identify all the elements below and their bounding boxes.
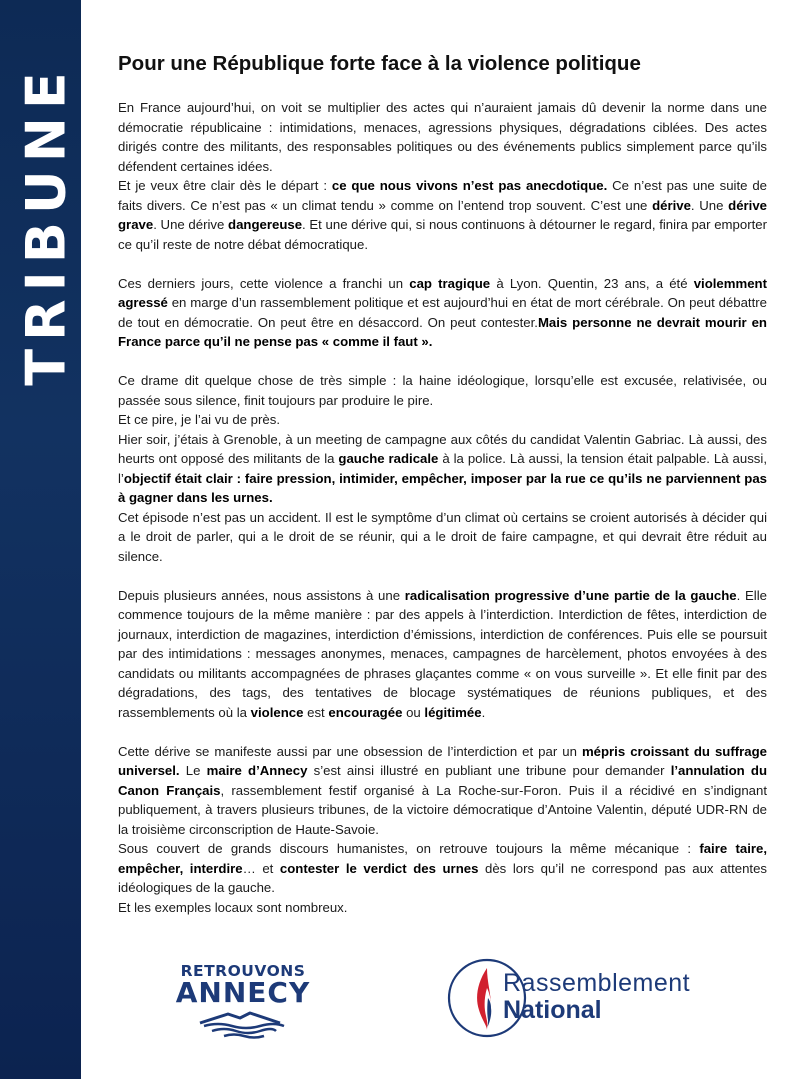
text: dès lors qu’il ne correspond pas aux attentes idéologiques de la gauche. <box>118 860 768 895</box>
text: en marge d’un rassemblement politique et est aujourd’hui en état de mort cérébrale. On peut débattre de tout en démocratie. On peut être en désaccord. On peut contester. <box>118 295 767 330</box>
bold-text: Mais personne ne devrait mourir en France parce qu’il ne pense pas « comme il faut ». <box>118 314 767 349</box>
text: Cet épisode n’est pas un accident. Il est le symptôme d’un climat où certains se croient autorisés à décider qui a le droit de parler, qui a le droit de se réunir, qui a le droit de faire campagne, et qui devrait être réduit au silence. <box>118 509 767 564</box>
paragraph <box>118 508 767 567</box>
bold-text: faire taire, empêcher, interdire <box>118 841 767 876</box>
bold-text: maire d’Annecy <box>206 763 308 778</box>
paragraph <box>118 98 767 176</box>
bold-text: gauche radicale <box>338 451 439 466</box>
bold-text: violence <box>250 704 304 720</box>
bold-text: mépris croissant du suffrage universel. <box>118 743 767 778</box>
article-title: Pour une République forte face à la violence politique <box>118 52 641 75</box>
bold-text: radicalisation progressive d’une partie de la gauche <box>404 587 737 603</box>
paragraph <box>118 430 767 508</box>
text: Le <box>179 763 207 778</box>
bold-text: cap tragique <box>409 275 491 291</box>
retrouvons-annecy-logo <box>173 963 313 1045</box>
bold-text: l’annulation du Canon Français <box>118 763 768 798</box>
bold-text: dangereuse <box>228 217 303 232</box>
paragraph <box>118 839 767 898</box>
text: . Une <box>690 197 729 213</box>
article-body <box>118 98 767 917</box>
paragraph <box>118 742 767 840</box>
text: Ce drame dit quelque chose de très simple : la haine idéologique, lorsqu’elle est excusée, relativisée, ou passée sous silence, finit toujours par produire le pire. <box>118 373 767 408</box>
paragraph <box>118 586 767 723</box>
text: est <box>303 704 329 720</box>
logo-left-line2: ANNECY <box>175 976 311 1009</box>
logo-right-text <box>503 970 690 1024</box>
text: Cette dérive se manifeste aussi par une obsession de l’interdiction et par un <box>118 743 582 759</box>
bold-text: violemment agressé <box>118 275 767 310</box>
text: Ce n’est pas une suite de faits divers. Ce n’est pas « un climat tendu » comme on l’entend trop souvent. C’est une <box>118 178 767 213</box>
paragraph <box>118 176 767 254</box>
bold-text: objectif était clair : faire pression, intimider, empêcher, imposer par la rue ce qu’ils ne parviennent pas à gagner dans les urnes. <box>118 470 767 505</box>
text: . Et une dérive qui, si nous continuons à détourner le regard, finira par emporter ce qu’il reste de notre débat démocratique. <box>118 217 767 252</box>
text: Ces derniers jours, cette violence a franchi un <box>118 275 410 291</box>
text: Et ce pire, je l’ai vu de près. <box>118 412 280 427</box>
text: . Une dérive <box>153 217 229 232</box>
paragraph <box>118 274 767 352</box>
bold-text: légitimée <box>424 704 482 720</box>
bold-text: encouragée <box>328 704 403 720</box>
text: Et les exemples locaux sont nombreux. <box>118 899 348 915</box>
text: Depuis plusieurs années, nous assistons à une <box>118 587 405 603</box>
logo-right-line1: Rassemblement <box>503 969 691 997</box>
text: . Elle commence toujours de la même manière : par des appels à l’interdiction. Interdiction de fêtes, interdiction de journaux, interdiction de magazines, interdiction d’émissions, interdiction de conférences. Puis elle se poursuit par des intimidations : messages anonymes, menaces, campagnes de harcèlement, photos envoyées à des candidats ou militants accompagnées de phrases glaçantes comme « on vous surveille ». Et elle finit par des dégradations, des tags, des tentatives de blocage systématiques de réunions publiques, et des rassemblements où la <box>118 587 767 720</box>
bold-text: dérive grave <box>118 197 767 232</box>
paragraph <box>118 898 767 918</box>
mountain-lake-icon <box>188 1009 298 1039</box>
bold-text: ce que nous vivons n’est pas anecdotique. <box>331 178 608 193</box>
text: s’est ainsi illustré en publiant une tribune pour demander <box>307 763 671 778</box>
text: Hier soir, j’étais à Grenoble, à un meeting de campagne aux côtés du candidat Valentin Gabriac. Là aussi, des heurts ont opposé des militants de la <box>118 431 767 466</box>
text: . <box>481 704 486 720</box>
bold-text: contester le verdict des urnes <box>279 860 479 876</box>
article <box>118 52 767 917</box>
sidebar <box>0 0 81 1079</box>
rassemblement-national-logo <box>447 958 727 1038</box>
text: Et je veux être clair dès le départ : <box>118 178 332 193</box>
logo-right-line2: National <box>503 996 602 1024</box>
text: , rassemblement festif organisé à La Roche-sur-Foron. Puis il a récidivé en s’indignant publiquement, à travers plusieurs tribunes, de la victoire démocratique d’Antoine Valentin, député UDR-RN de la troisième circonscription de Haute-Savoie. <box>118 782 767 837</box>
paragraph <box>118 371 767 410</box>
logo-left-line1: RETROUVONS <box>180 962 306 980</box>
text: ou <box>402 704 425 720</box>
text: à la police. Là aussi, la tension était palpable. Là aussi, l’ <box>118 451 767 486</box>
text: En France aujourd’hui, on voit se multiplier des actes qui n’auraient jamais dû devenir la norme dans une démocratie républicaine : intimidations, menaces, agressions physiques, dégradations ciblées. Des actes dirigés contre des militants, des responsables politiques ou des événements publics simplement parce qu’ils défendent certaines idées. <box>118 100 767 174</box>
text: à Lyon. Quentin, 23 ans, a été <box>490 275 694 291</box>
text: Sous couvert de grands discours humanistes, on retrouve toujours la même mécanique : <box>118 841 700 856</box>
bold-text: dérive <box>652 197 691 213</box>
paragraph <box>118 410 767 430</box>
text: … et <box>242 860 280 876</box>
sidebar-title: TRIBUNE <box>14 64 78 386</box>
